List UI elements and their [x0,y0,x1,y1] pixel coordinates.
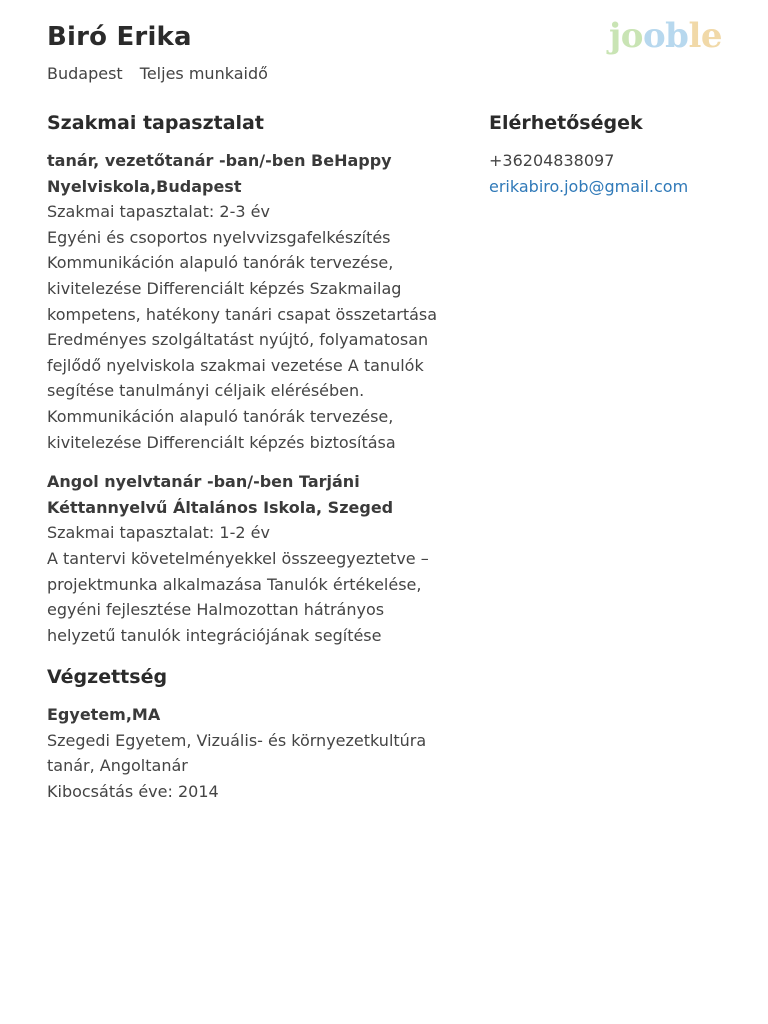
candidate-location: Budapest [47,64,123,83]
contact-section-title: Elérhetőségek [489,112,643,134]
contact-email-row [489,174,729,200]
job-entry [47,469,447,648]
job-title: tanár, vezetőtanár -ban/-ben BeHappy Nyelviskola,Budapest [47,151,392,196]
main-column [47,110,447,805]
jooble-logo[interactable] [609,16,722,56]
experience-section-title: Szakmai tapasztalat [47,112,264,134]
education-school: Szegedi Egyetem, Vizuális- és környezetkultúra tanár, Angoltanár [47,730,427,776]
education-section-title: Végzettség [47,666,168,689]
education-graduation: Kibocsátás éve: 2014 [47,782,219,802]
candidate-subinfo [47,63,727,85]
job-entry [47,148,447,455]
logo-part-2: ob [642,16,689,56]
job-experience: Szakmai tapasztalat: 2-3 év [47,202,270,222]
candidate-name: Biró Erika [47,22,192,52]
job-title: Angol nyelvtanár -ban/-ben Tarjáni Kéttannyelvű Általános Iskola, Szeged [47,472,394,517]
job-description: Egyéni és csoportos nyelvvizsgafelkészítés Kommunikáción alapuló tanórák tervezése, kivitelezése Differenciált képzés Szakmailag kompetens, hatékony tanári csapat összetartása Eredményes szolgáltatást nyújtó, folyamatosan fejlődő nyelviskola szakmai vezetése A tanulók segítése tanulmányi céljaik elérésében. Kommunikáción alapuló tanórák tervezése, kivitelezése Differenciált képzés biztosítása [47,227,438,452]
education-section [47,664,447,804]
job-experience: Szakmai tapasztalat: 1-2 év [47,523,270,543]
education-degree: Egyetem,MA [47,705,161,725]
contact-email-link[interactable]: erikabiro.job@gmail.com [489,176,689,196]
logo-part-3: le [688,16,722,56]
logo-part-1: jo [609,16,643,56]
candidate-employment-type: Teljes munkaidő [139,64,268,83]
contact-phone: +36204838097 [489,151,615,170]
contact-column [489,110,729,199]
job-description: A tantervi követelményekkel összeegyeztetve – projektmunka alkalmazása Tanulók értékelése, egyéni fejlesztése Halmozottan hátrányos helyzetű tanulók integrációjának segítése [47,548,429,645]
